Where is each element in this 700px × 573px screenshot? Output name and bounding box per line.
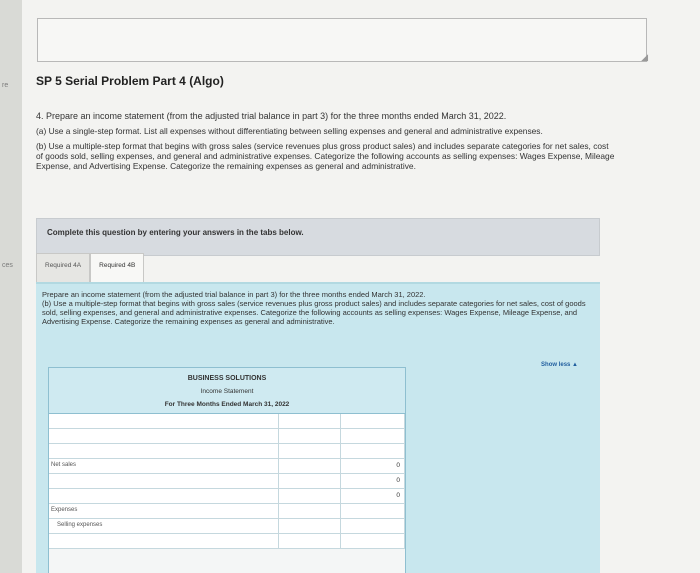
total-input[interactable]: [341, 444, 405, 458]
table-row: [49, 474, 405, 489]
problem-title: SP 5 Serial Problem Part 4 (Algo): [36, 74, 224, 88]
account-input[interactable]: [49, 444, 279, 458]
table-row-net-sales: [49, 459, 405, 474]
amount-input[interactable]: [279, 459, 341, 473]
income-statement-table: [48, 367, 406, 573]
total-input[interactable]: [341, 534, 405, 548]
expenses-label: Expenses: [49, 504, 279, 518]
table-row-expenses: [49, 504, 405, 519]
calculated-value: 0: [396, 492, 400, 499]
amount-input[interactable]: [279, 534, 341, 548]
net-sales-value: 0: [396, 462, 400, 469]
tab-required-4a[interactable]: Required 4A: [36, 253, 90, 282]
table-row: [49, 429, 405, 444]
tab-required-4b[interactable]: Required 4B: [90, 253, 144, 282]
instruction-bar: [36, 218, 600, 256]
statement-period: For Three Months Ended March 31, 2022: [164, 401, 290, 408]
tab-strip: [36, 253, 144, 282]
show-less-link[interactable]: Show less ▲: [541, 362, 578, 368]
total-input[interactable]: [341, 519, 405, 533]
account-input[interactable]: [49, 474, 279, 488]
table-row: [49, 444, 405, 459]
question-main: 4. Prepare an income statement (from the adjusted trial balance in part 3) for the three months ended March 31, 2022.: [36, 111, 507, 121]
previous-answer-textbox[interactable]: [37, 18, 647, 62]
tab-content-panel: [36, 282, 600, 573]
net-sales-label: Net sales: [49, 459, 279, 473]
total-input[interactable]: [341, 429, 405, 443]
total-input[interactable]: [341, 504, 405, 518]
question-part-a: (a) Use a single-step format. List all expenses without differentiating between selling expenses and general and administrative expenses.: [36, 126, 543, 136]
resize-handle-icon[interactable]: ◢: [641, 52, 648, 62]
account-input[interactable]: [49, 429, 279, 443]
amount-input[interactable]: [279, 519, 341, 533]
margin-mark: ces: [2, 262, 13, 269]
account-input[interactable]: [49, 489, 279, 503]
question-part-b: (b) Use a multiple-step format that begins with gross sales (service revenues plus gross product sales) and includes separate categories for net sales, cost of goods sold, selling expenses, and general and administrative expenses. Categorize the following accounts as selling expenses: Wages Expense, Mileage Expense, and Advertising Expense. Categorize the remaining expenses as general and administrative.: [36, 141, 615, 171]
question-page: [22, 0, 700, 573]
panel-intro: Prepare an income statement (from the adjusted trial balance in part 3) for the three months ended March 31, 2022.: [42, 290, 426, 299]
instruction-text: Complete this question by entering your answers in the tabs below.: [47, 228, 304, 237]
question-text: [36, 111, 616, 176]
amount-input[interactable]: [279, 474, 341, 488]
account-input[interactable]: [49, 534, 279, 548]
amount-input[interactable]: [279, 489, 341, 503]
statement-header: [49, 368, 405, 414]
selling-expenses-label: Selling expenses: [49, 519, 279, 533]
company-name: BUSINESS SOLUTIONS: [187, 375, 267, 382]
panel-part-b: (b) Use a multiple-step format that begins with gross sales (service revenues plus gross product sales) and includes separate categories for net sales, cost of goods sold, selling expenses, and general and administrative expenses. Categorize the following accounts as selling expenses: Wages Expense, Mileage Expense, and Advertising Expense. Categorize the remaining expenses as general and administrative.: [42, 299, 586, 326]
statement-name: Income Statement: [200, 388, 254, 395]
table-row: [49, 414, 405, 429]
table-row: [49, 489, 405, 504]
panel-instructions: [42, 290, 587, 326]
amount-input[interactable]: [279, 504, 341, 518]
total-input[interactable]: [341, 414, 405, 428]
net-sales-total[interactable]: [341, 459, 405, 473]
margin-mark: re: [2, 82, 9, 89]
table-row-selling-expenses: [49, 519, 405, 534]
amount-input[interactable]: [279, 444, 341, 458]
amount-input[interactable]: [279, 429, 341, 443]
account-input[interactable]: [49, 414, 279, 428]
left-margin-strip: [0, 0, 22, 573]
amount-input[interactable]: [279, 414, 341, 428]
table-row: [49, 534, 405, 549]
total-input[interactable]: [341, 489, 405, 503]
calculated-value: 0: [396, 477, 400, 484]
total-input[interactable]: [341, 474, 405, 488]
